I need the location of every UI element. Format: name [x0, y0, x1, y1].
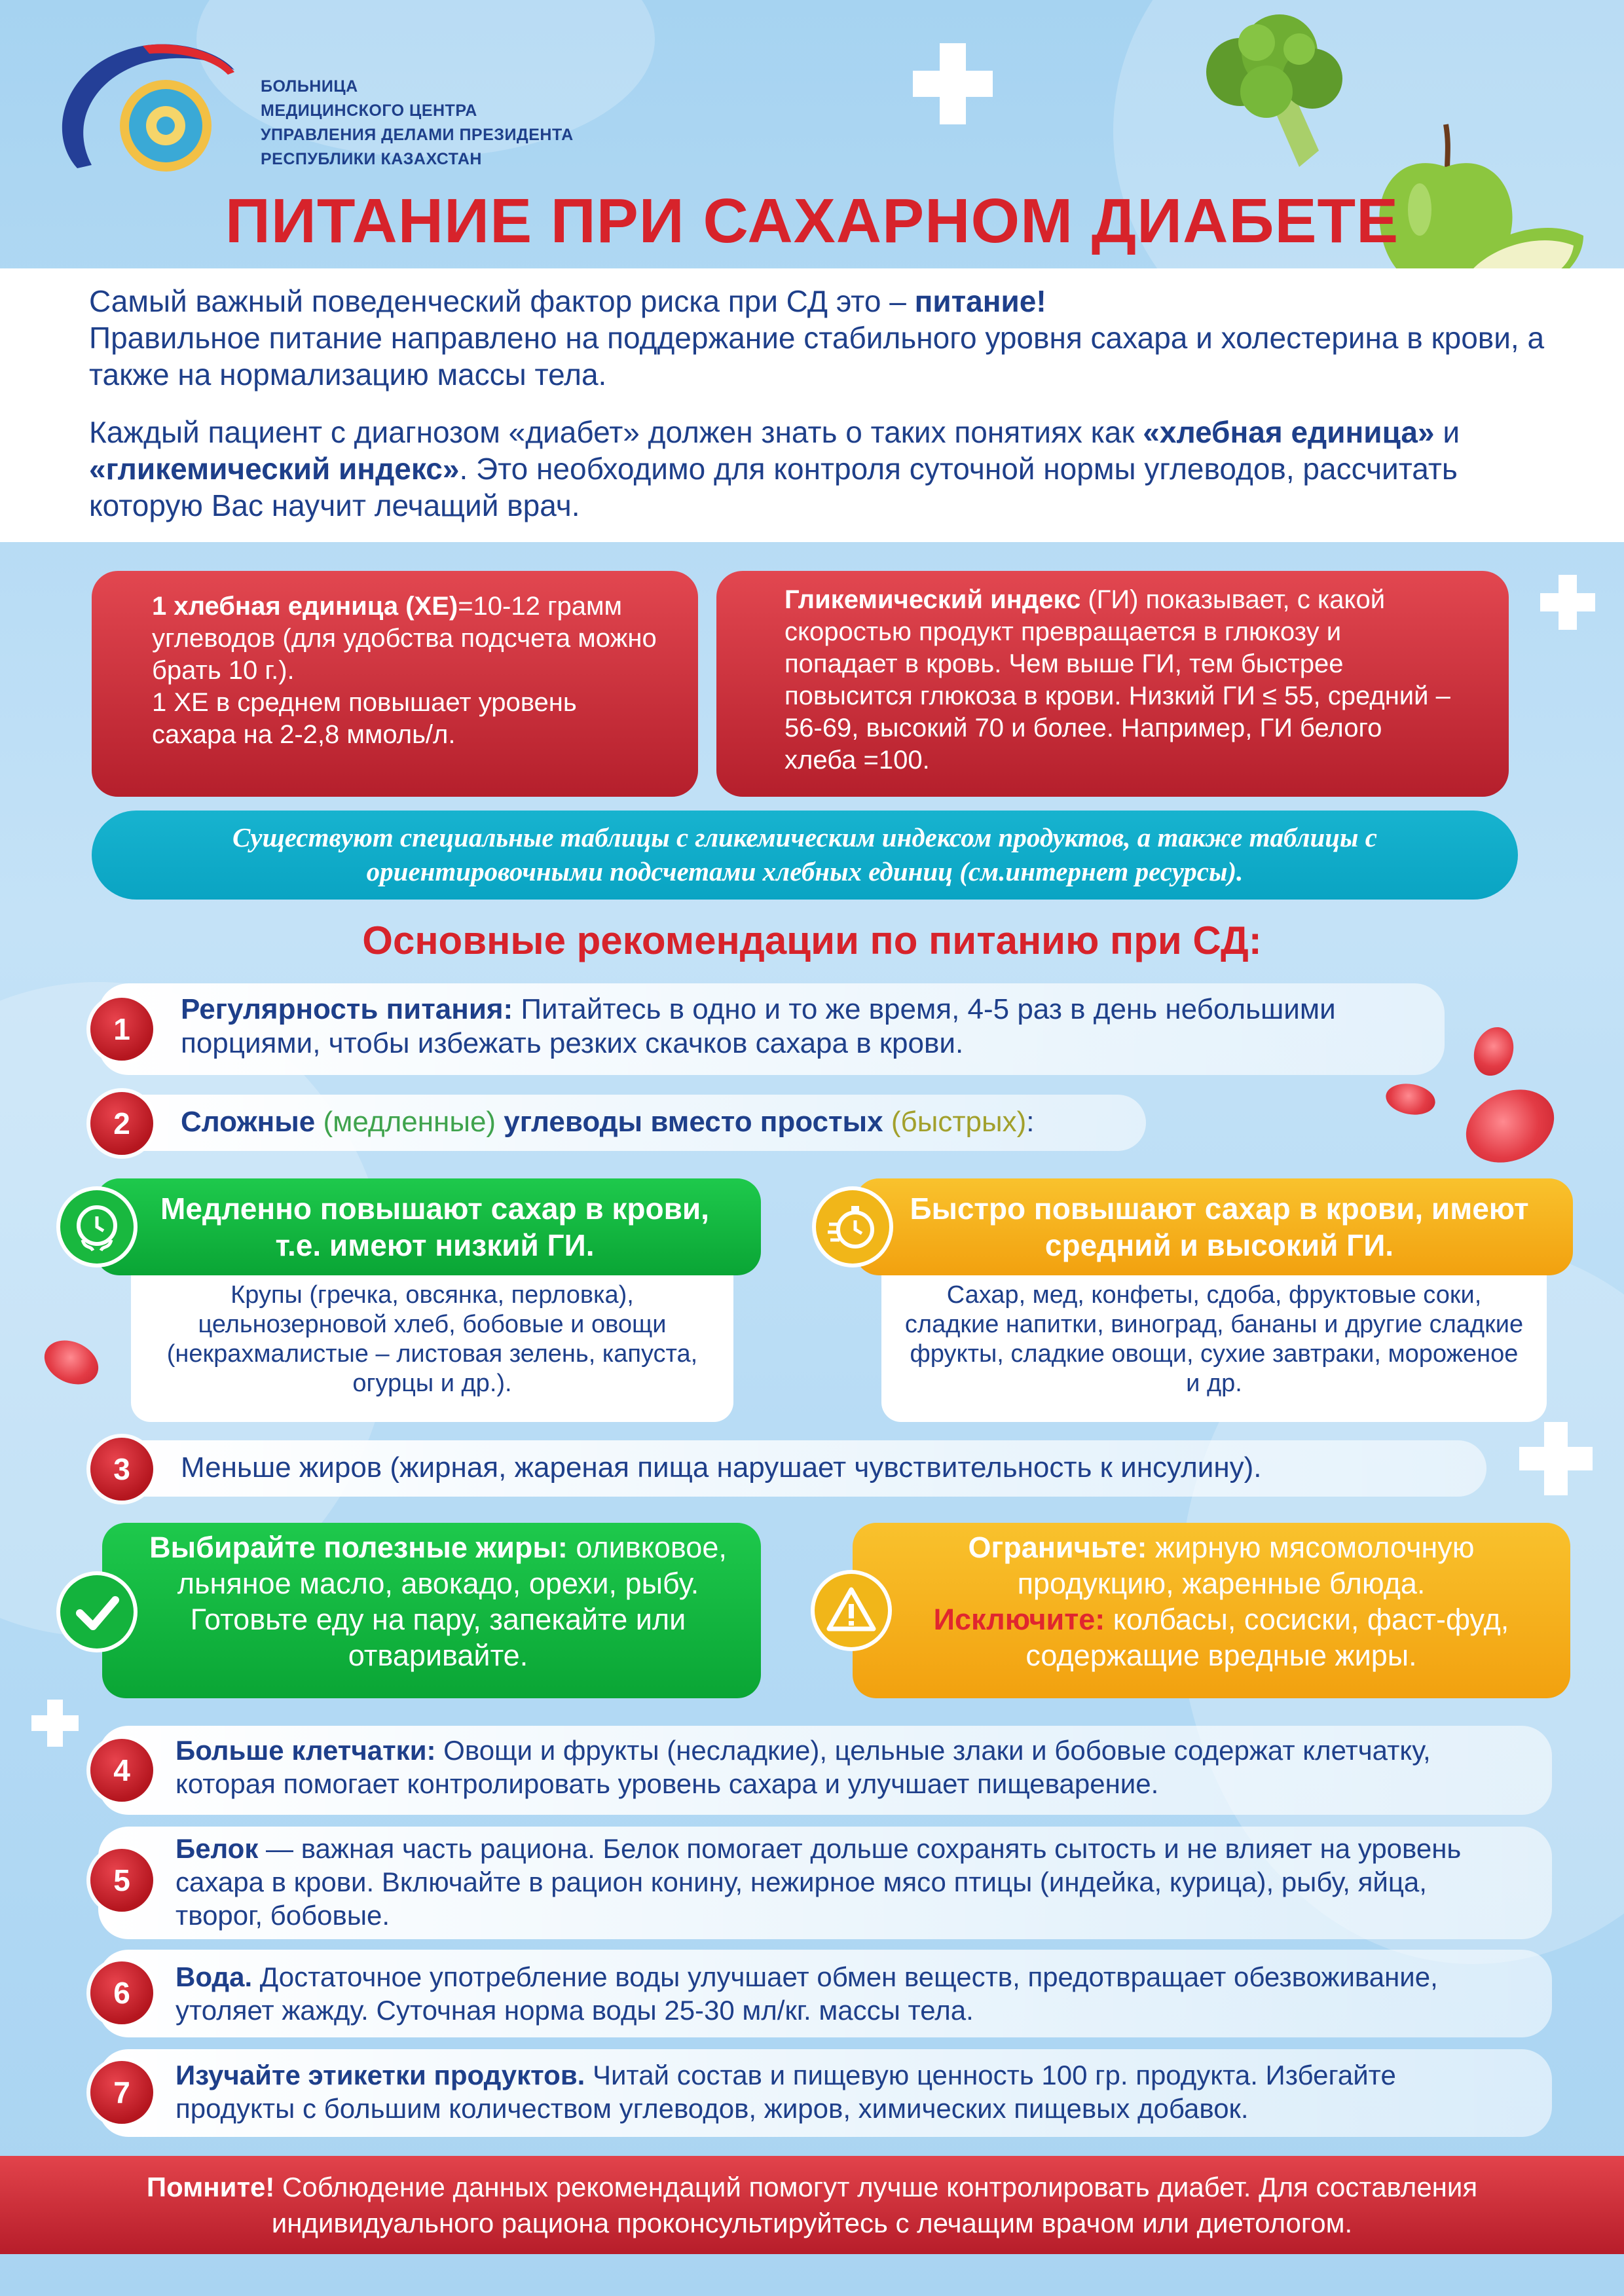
- glycemic-index-box: [716, 571, 1509, 797]
- checkmark-icon: [60, 1575, 134, 1649]
- hospital-name-line: РЕСПУБЛИКИ КАЗАХСТАН: [261, 150, 482, 168]
- recommendation-bold: Белок: [175, 1833, 259, 1864]
- tables-note-text: Существуют специальные таблицы с гликемическим индексом продуктов, а также таблицы с ориентировочными подсчетами хлебных единиц (см.интернет ресурсы).: [232, 822, 1377, 886]
- recommendation-body: Достаточное употребление воды улучшает обмен веществ, предотвращает обезвоживание, утоляет жажду. Суточная норма воды 25-30 мл/кг. массы тела.: [175, 1961, 1438, 2026]
- tables-note: [92, 811, 1518, 900]
- footer-text: Соблюдение данных рекомендаций помогут лучше контролировать диабет. Для составления индивидуального рациона проконсультируйтесь с лечащим врачом или диетологом.: [271, 2172, 1478, 2238]
- footer-bold: Помните!: [146, 2172, 275, 2202]
- recommendation-number: 7: [90, 2061, 153, 2124]
- recommendation-number: 2: [90, 1092, 153, 1155]
- broccoli-illustration: [1194, 13, 1358, 170]
- recommendation-bold: Больше клетчатки:: [175, 1735, 436, 1766]
- bread-unit-term: 1 хлебная единица (ХЕ): [152, 592, 458, 621]
- stopwatch-icon: [816, 1190, 889, 1264]
- limit-fats-text: жирную мясомолочную продукцию, жаренные блюда.: [1017, 1531, 1475, 1600]
- fast-carbs-header: [855, 1178, 1573, 1275]
- recommendation-number: 5: [90, 1849, 153, 1912]
- fast-carbs-label: (быстрых): [891, 1106, 1027, 1138]
- recommendation-body: — важная часть рациона. Белок помогает дольше сохранять сытость и не влияет на уровень сахара в крови. Включайте в рацион конину, нежирное мясо птицы (индейка, курица), рыбу, яйца, творог, бобовые.: [175, 1833, 1462, 1931]
- recommendation-text: [175, 1960, 1511, 2027]
- plus-icon: [1540, 575, 1595, 630]
- good-fats-box: [102, 1523, 761, 1698]
- recommendation-number: 4: [90, 1739, 153, 1802]
- fast-stopwatch-icon: [816, 1190, 889, 1264]
- recommendation-text: [175, 2058, 1511, 2125]
- slow-carbs-text: Крупы (гречка, овсянка, перловка), цельнозерновой хлеб, бобовые и овощи (некрахмалистые – листовая зелень, капуста, огурцы и др.).: [166, 1281, 698, 1397]
- glycemic-index-term: Гликемический индекс: [784, 585, 1081, 614]
- exclude-label: Исключите:: [933, 1603, 1105, 1636]
- recommendation-number: 6: [90, 1961, 153, 2024]
- bread-unit-box: [92, 571, 698, 797]
- plus-icon: [913, 43, 993, 124]
- slow-clock-icon: [60, 1190, 134, 1264]
- blood-cell-illustration: [1454, 1076, 1566, 1176]
- fast-carbs-text: Сахар, мед, конфеты, сдоба, фруктовые соки, сладкие напитки, виноград, бананы и другие сладкие фрукты, сладкие овощи, сухие завтраки, мороженое и др.: [904, 1281, 1524, 1397]
- hospital-name-line: УПРАВЛЕНИЯ ДЕЛАМИ ПРЕЗИДЕНТА: [261, 126, 574, 144]
- recommendation-text: [181, 1105, 1294, 1139]
- recommendation-body: :: [1026, 1106, 1035, 1138]
- good-fats-bold: Выбирайте полезные жиры:: [149, 1531, 568, 1564]
- recommendations-title: Основные рекомендации по питанию при СД:: [362, 919, 1262, 962]
- intro-text: Каждый пациент с диагнозом «диабет» должен знать о таких понятиях как: [89, 415, 1143, 449]
- limit-fats-bold: Ограничьте:: [968, 1531, 1147, 1564]
- recommendation-text: [175, 1832, 1511, 1932]
- intro-text: . Это необходимо для контроля суточной нормы углеводов, рассчитать которую Вас научит лечащий врач.: [89, 452, 1458, 522]
- recommendation-number: 1: [90, 998, 153, 1061]
- intro-emphasis: «хлебная единица»: [1143, 415, 1435, 449]
- recommendation-bold: углеводы вместо простых: [496, 1106, 891, 1138]
- warning-triangle-icon: [815, 1574, 888, 1647]
- hospital-name-line: МЕДИЦИНСКОГО ЦЕНТРА: [261, 101, 477, 120]
- page-title: ПИТАНИЕ ПРИ САХАРНОМ ДИАБЕТЕ: [225, 186, 1399, 256]
- blood-cell-illustration: [1467, 1021, 1520, 1081]
- recommendation-body: Овощи и фрукты (несладкие), цельные злаки и бобовые содержат клетчатку, которая помогает контролировать уровень сахара и улучшает пищеварение.: [175, 1735, 1431, 1799]
- intro-text: Правильное питание направлено на поддержание стабильного уровня сахара и холестерина в крови, а также на нормализацию массы тела.: [89, 321, 1545, 392]
- recommendation-bold: Вода.: [175, 1961, 253, 1992]
- recommendation-body: Меньше жиров (жирная, жареная пища нарушает чувствительность к инсулину).: [181, 1451, 1262, 1484]
- plus-icon: [31, 1700, 79, 1747]
- slow-carbs-label: (медленные): [323, 1106, 496, 1138]
- hospital-name: [261, 75, 574, 172]
- recommendation-body: Питайтесь в одно и то же время, 4-5 раз в день небольшими порциями, чтобы избежать резких скачков сахара в крови.: [181, 993, 1336, 1059]
- intro-paragraph: [89, 283, 1556, 393]
- intro-paragraph: [89, 414, 1556, 524]
- recommendation-text: [181, 1451, 1490, 1485]
- recommendation-bold: Изучайте этикетки продуктов.: [175, 2060, 585, 2090]
- recommendation-text: [181, 993, 1451, 1061]
- plus-icon: [1519, 1422, 1593, 1495]
- clock-icon: [60, 1190, 134, 1264]
- exclude-text: колбасы, сосиски, фаст-фуд, содержащие вредные жиры.: [1025, 1603, 1509, 1672]
- hospital-logo: [51, 34, 234, 172]
- intro-text: и: [1434, 415, 1460, 449]
- hospital-name-line: БОЛЬНИЦА: [261, 77, 358, 96]
- intro-emphasis: питание!: [914, 284, 1046, 318]
- good-fats-text: оливковое, льняное масло, авокадо, орехи, рыбу. Готовьте еду на пару, запекайте или отваривайте.: [177, 1531, 727, 1672]
- bread-unit-text: =10-12 грамм углеводов (для удобства подсчета можно брать 10 г.).: [152, 592, 657, 685]
- recommendation-bold: Регулярность питания:: [181, 993, 513, 1025]
- slow-carbs-header: [96, 1178, 761, 1275]
- footer-banner: [0, 2156, 1624, 2254]
- glycemic-index-text: (ГИ) показывает, с какой скоростью продукт превращается в глюкозу и попадает в кровь. Чем выше ГИ, тем быстрее повысится глюкоза в крови. Низкий ГИ ≤ 55, средний – 56-69, высокий 70 и более. Например, ГИ белого хлеба =100.: [784, 585, 1450, 774]
- limit-fats-box: [853, 1523, 1570, 1698]
- recommendation-bold: Сложные: [181, 1106, 323, 1138]
- recommendation-body: Читай состав и пищевую ценность 100 гр. продукта. Избегайте продукты с большим количеством углеводов, жиров, химических пищевых добавок.: [175, 2060, 1396, 2124]
- intro-text: Самый важный поведенческий фактор риска при СД это –: [89, 284, 915, 318]
- recommendation-number: 3: [90, 1438, 153, 1501]
- fast-carbs-title: Быстро повышают сахар в крови, имеют средний и высокий ГИ.: [910, 1192, 1529, 1262]
- slow-carbs-title: Медленно повышают сахар в крови, т.е. имеют низкий ГИ.: [160, 1192, 709, 1262]
- warning-icon: [815, 1574, 888, 1647]
- check-icon: [60, 1575, 134, 1649]
- blood-cell-illustration: [1384, 1080, 1438, 1118]
- intro-section: [0, 268, 1624, 542]
- bread-unit-text: 1 ХЕ в среднем повышает уровень сахара на 2-2,8 ммоль/л.: [152, 688, 577, 749]
- intro-emphasis: «гликемический индекс»: [89, 452, 460, 486]
- recommendation-text: [175, 1734, 1511, 1800]
